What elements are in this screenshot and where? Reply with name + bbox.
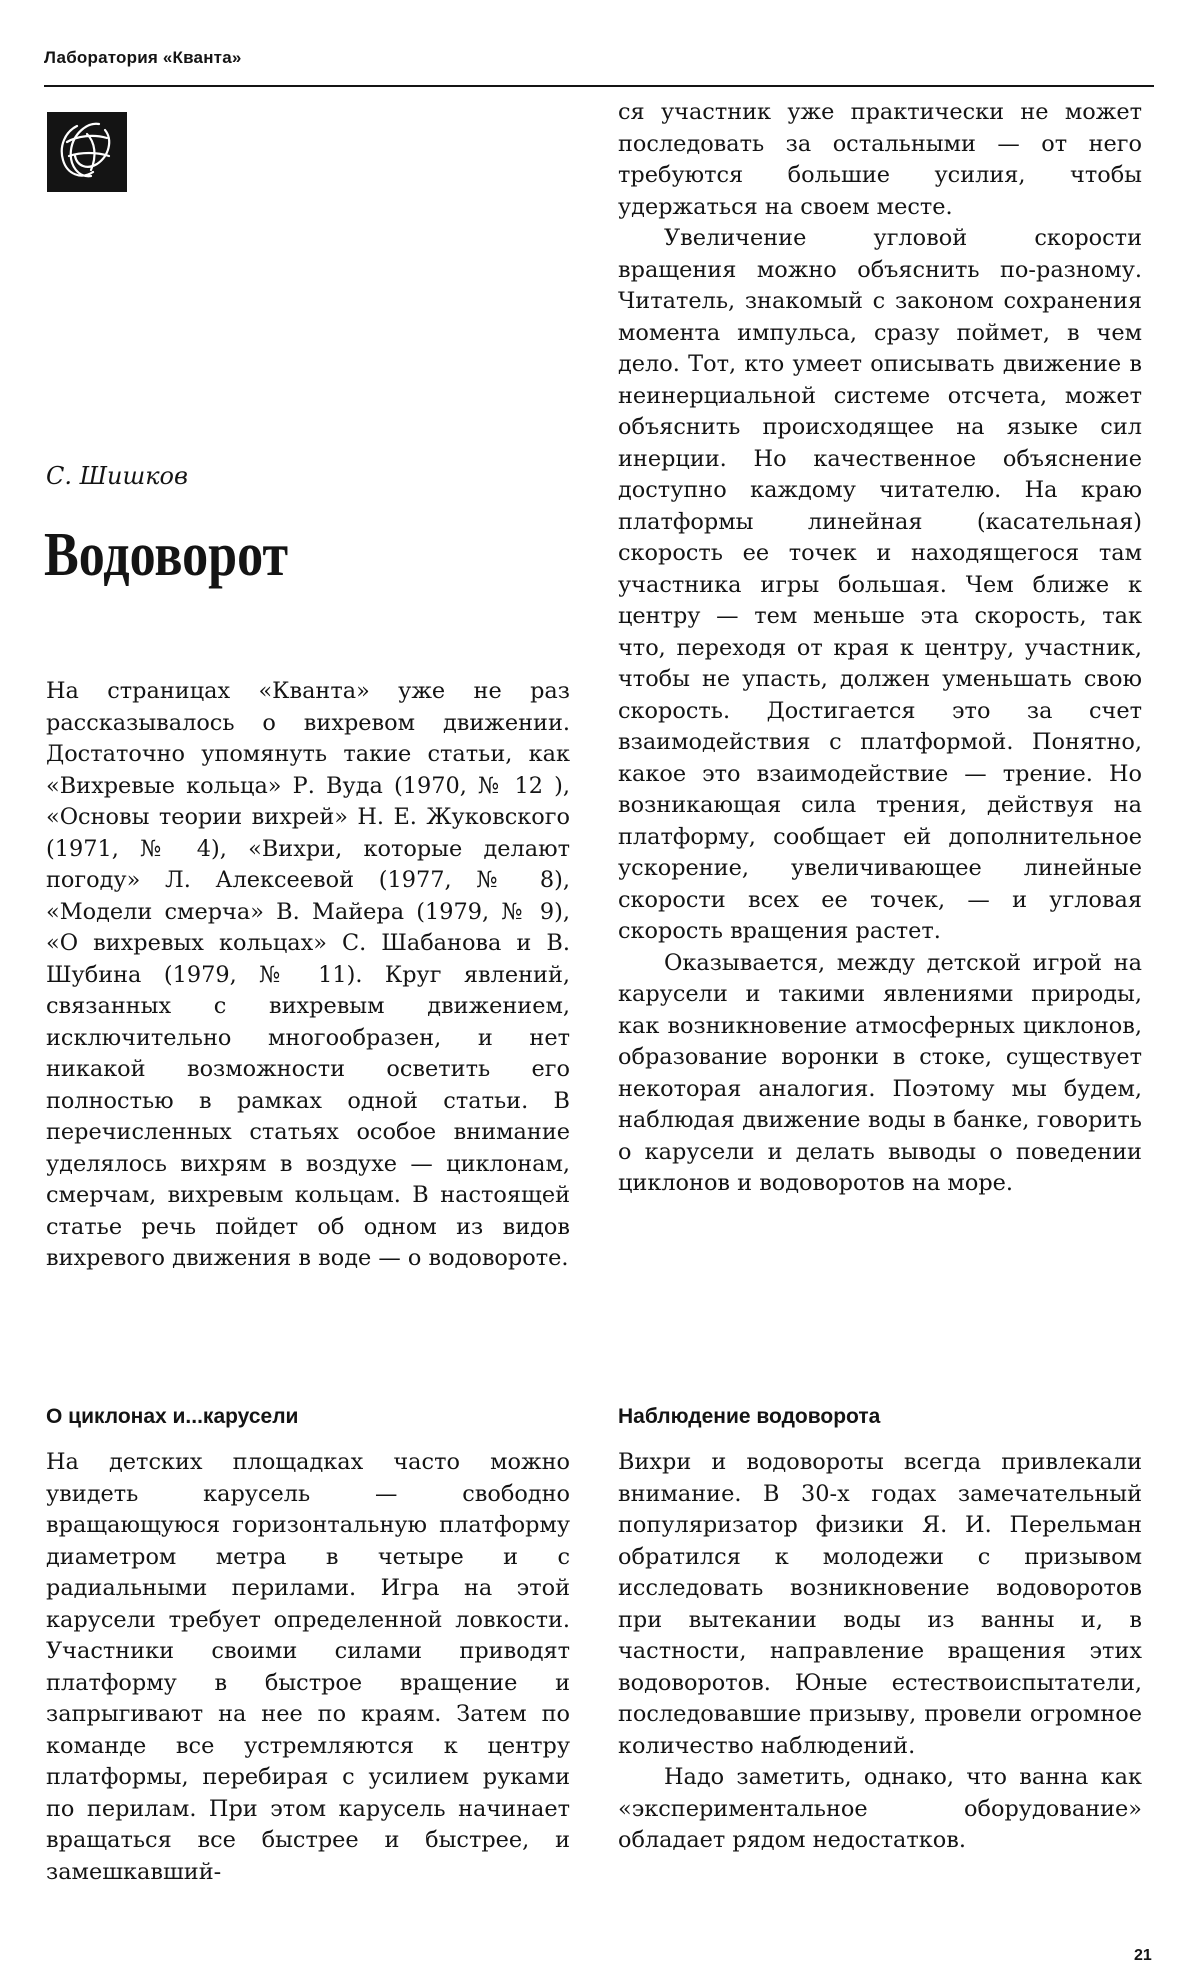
right-column-upper	[618, 97, 1142, 1200]
page-number: 21	[1134, 1947, 1152, 1964]
intro-paragraph: На страницах «Кванта» уже не раз рассказывалось о вихревом движении. Достаточно упомянуть такие статьи, как «Вихревые кольца» Р. Вуда (1970, № 12 ), «Основы теории вихрей» Н. Е. Жуковского (1971, № 4), «Вихри, которые делают погоду» Л. Алексеевой (1977, № 8), «Модели смерча» В. Майера (1979, № 9), «О вихревых кольцах» С. Шабанова и В. Шубина (1979, № 11). Круг явлений, связанных с вихревым движением, исключительно многообразен, и нет никакой возможности осветить его полностью в рамках одной статьи. В перечисленных статьях особое внимание уделялось вихрям в воздухе — циклонам, смерчам, вихревым кольцам. В настоящей статье речь пойдет об одном из видов вихревого движения в воде — о водовороте.	[46, 678, 570, 1271]
section2-paragraph-1: Вихри и водовороты всегда привлекали внимание. В 30-х годах замечательный популяризатор физики Я. И. Перельман обратился к молодежи с призывом исследовать возникновение водоворотов при вытекании воды из ванны и, в частности, направление вращения этих водоворотов. Юные естествоиспытатели, последовавшие призыву, провели огромное количество наблюдений.	[618, 1449, 1142, 1759]
section-heading-cyclones: О циклонах и...карусели	[46, 1405, 299, 1428]
section2-right-column	[618, 1447, 1142, 1857]
section2-paragraph-2: Надо заметить, однако, что ванна как «экспериментальное оборудование» обладает рядом недостатков.	[618, 1764, 1142, 1853]
header-rule	[44, 85, 1154, 87]
article-title: Водоворот	[44, 521, 289, 589]
intro-block	[46, 676, 570, 1275]
section-header-label: Лаборатория «Кванта»	[44, 48, 242, 67]
section1-left-column	[46, 1447, 570, 1888]
kvant-lab-logo-icon	[47, 112, 127, 192]
section1-paragraph-2: Увеличение угловой скорости вращения можно объяснить по-разному. Читатель, знакомый с законом сохранения момента импульса, сразу поймет, в чем дело. Тот, кто умеет описывать движение в неинерциальной системе отсчета, может объяснить происходящее на языке сил инерции. Но качественное объяснение доступно каждому читателю. На краю платформы линейная (касательная) скорость ее точек и находящегося там участника игры большая. Чем ближе к центру — тем меньше эта скорость, так что, переходя от края к центру, участник, чтобы не упасть, должен уменьшать свою скорость. Достигается это за счет взаимодействия с платформой. Понятно, какое это взаимодействие — трение. Но возникающая сила трения, действуя на платформу, сообщает ей дополнительное ускорение, увеличивающее линейные скорости всех ее точек, — и угловая скорость вращения растет.	[618, 225, 1142, 944]
logo-graphic	[47, 112, 127, 192]
section1-paragraph-1: На детских площадках часто можно увидеть карусель — свободно вращающуюся горизонтальную платформу диаметром метра в четыре и с радиальными перилами. Игра на этой карусели требует определенной ловкости. Участники своими силами приводят платформу в быстрое вращение и запрыгивают на нее по краям. Затем по команде все устремляются к центру платформы, перебирая с усилием руками по перилам. При этом карусель начинает вращаться все быстрее и быстрее, и замешкавший-	[46, 1449, 570, 1885]
section1-paragraph-1-continued: ся участник уже практически не может последовать за остальными — от него требуются большие усилия, чтобы удержаться на своем месте.	[618, 99, 1142, 220]
section-heading-observation: Наблюдение водоворота	[618, 1405, 881, 1428]
article-author: С. Шишков	[46, 462, 188, 490]
section1-paragraph-3: Оказывается, между детской игрой на карусели и такими явлениями природы, как возникновение атмосферных циклонов, образование воронки в стоке, существует некоторая аналогия. Поэтому мы будем, наблюдая движение воды в банке, говорить о карусели и делать выводы о поведении циклонов и водоворотов на море.	[618, 949, 1142, 1196]
